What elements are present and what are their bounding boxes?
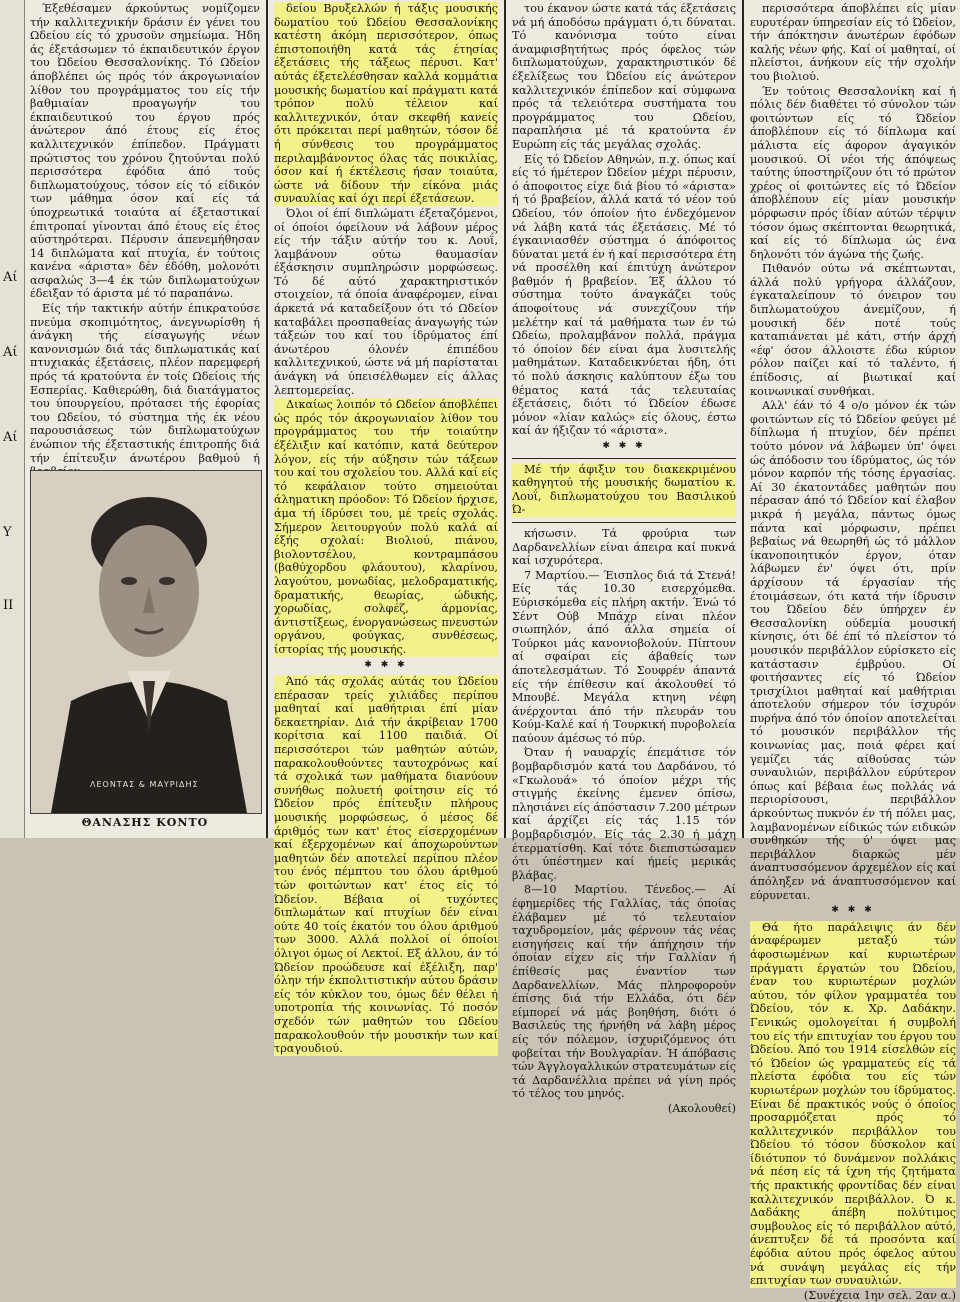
article-column-2: [270, 0, 502, 1056]
paragraph: Είς τήν τακτικήν αύτήν έπικρατούσε πνεύμα σκοπιμότητος, άνεγνωρίσθη ή άνάγκη τής είσαγωγής νέων κανονισμών διά τάς διπλωματικάς καί πτυχιακάς έξετάσεις, πλέον παρεμφερή πρός τά κρατούντα έν τοίς Ωδείοις τής Εσπερίας. Καθιερώθη, διά διατάγματος του ύπουργείου, πρότασει τής έφορίας του Ωδείου, τό σύστημα τής έκ νέου παρουσιάσεως τών διπλωματούχων ένώπιον τής έξεταστικής έπιτροπής διά τήν έπίτευξιν άνωτέρου βαθμού ή: [30, 302, 260, 465]
highlighted-paragraph: Μέ τήν άφιξιν του διακεκριμένου καθηγητού τής μουσικής δωματίου κ. Λουΐ, διπλωματούχου του Βασιλικού Ώ-: [512, 462, 736, 517]
left-margin-strip: [0, 0, 25, 838]
paragraph: Αλλ' έάν τό 4 ο/ο μόνον έκ τών φοιτώντων είς τό Ώδείον φεύγει μέ δίπλωμα ή πτυχίον, δέν πρέπει τούτο μόνον νά λάβωμεν ύπ' όψει ώς άπόδοσιν του ίδρύματος, ώς τόν μόνον καρπόν τής τόσης έργασίας. Αί 30 έκατοντάδες μαθητών που πέρασαν άπό τό Ώδείον καί έλαβον μικρά ή μεγάλα, πάντως όμως πάντα καί μόρφωσιν, πρέπει βεβαίως νά θεωρηθή ώς τό μάλλον ίκανοποιητικόν έργον, όταν λάβωμεν έν' όψει ότι, πρίν άρχίσουν τά έργασίαν τής έτοιμάσεων, ότι κατά τήν ίδρυσιν του Ώδείου δέν ύπήρχεν έν Θεσσαλονίκη ούδεμία μουσική κίνησις, ότι δέ έπί τό πλείστον τό μουσικόν περιβάλλον εύρίσκετο είς κατάστασιν έμβρύου. Οί φοιτήσαντες είς τό Ώδείον τρισχίλιοι μαθηταί καί μαθήτριαι άποτελούν σήμερον τόν ίσχυρόν πυρήνα άπό τόν όποίον αποτελείται τό μουσικόν περιβάλλον τής κοινωνίας μας, ποιά φέρει καί γεμίζει τάς αίθούσας τών συναυλιών, περιβάλλον εύρύτερον όπως καί βέβαια έως πολλάς νά περιορίσουσι, περιβάλλον άρκούντως πυκνόν έν τή πόλει μας, λαμβανομένων είδικώς τών ειδικών συνθηκών τής ύ' όψει μας περιβάλλον διαρκώς μέν άναπτυσσόμενον άρχεμέλον είς καί άπόληξεν νά άναπτυσσόμενον καί εύρυνεται.: [750, 399, 956, 902]
photo-caption: ΘΑΝΑΣΗΣ ΚΟΝΤΟ: [81, 816, 209, 829]
paragraph: Όταν ή ναυαρχίς έπεμάτισε τόν βομβαρδισμόν κατά του Δαρδάνου, τό «Γκωλουά» τό όποίον μέχρι τής στιγμής έκείνης έμενεν όπίσω, πλησιάνει είς άπόστασιν 7.200 μέτρων καί άρχίζει είς τάς 1.15 τόν βομβαρδισμόν. Είς τάς 2.30 ή μάχη έτερματίσθη. Καί τότε διεπιστώσαμεν ότι ύπέστημεν καί ήμείς μερικάς βλάβας.: [512, 746, 737, 882]
paragraph: περισσότερα άποβλέπει είς μίαν ευρυτέραν ύπηρεσίαν είς τό Ώδείον, τήν άπόκτησιν άνωτέρων έφόδων καλής νέων φής. Καί οί μαθηταί, οί πλείστοι, άνήκουν είς τήν σχολήν του βιολιού.: [750, 2, 956, 83]
margin-fragment: ΙΙ: [3, 598, 14, 613]
article-column-1: [26, 0, 264, 470]
paragraph: Έν τούτοις Θεσσαλονίκη καί ή πόλις δέν διαθέτει τό σύνολον τών φοιτώντων είς τό Ώδείον άποβλέπουν είς τό δίπλωμα καί μάλιστα είς άφορον άγαγικόν μουσικού. Οί νέοι τής άπόψεως ταύτης ύποστηρίζουν ότι τό πρώτον χρέος οί φοιτώντες είς τό Ώδείον άποβλέπουν είς μίαν μουσικήν μόρφωσιν πρός ίδίαν αύτών τέρψιν τόσον όμως σκέπτονται θεωρητικά, καί είς τό δίπλωμα ώς ένα δηλονότι τόν άγώνα τής ζωής.: [750, 84, 956, 261]
article-column-3: [508, 0, 740, 1115]
continuation-note: (Συνέχεια 1ην σελ. 2αν α.): [803, 1288, 956, 1302]
section-divider: ✱ ✱ ✱: [602, 441, 646, 451]
paragraph: Έξεθέσαμεν άρκούντως νομίζομεν τήν καλλιτεχνικήν δράσιν έν γένει του Ωδείου είς τό χρυσοϋν σημείωμα. Ήδη άς έξετάσωμεν τό έκπαιδευτικόν έργον του Ώδείου Θεσσαλονίκης. Τό Ωδείον άποβλέπει ώς πρός τόν άκρογωνιαίον λίθον του προγράμματος του είς τήν βαθμιαίαν προαγωγήν του έκπαιδευτικού του έργου πρός άνώτερον άπό έτους είς έτος καλλιτεχνικόν έπίπεδον. Πράγματι πρώτιστος του χρόνου ζητούνται πολύ περισσότερα έφόδια άπό τούς διπλωματούχους, τόσον είς τό είδικόν των μάθημα όσον καί είς τά ύποχρεωτικά τοιαύτα αί έξεταστικαί έπιτροπαί γίνονται άπό έτους είς έτος αύστηρότεραι. Πέρυσιν άπενεμήθησαν 14 διπλώματα καί πτυχία, έν τούτοις κανένα «άριστα» δέν έδόθη, μολονότι ασφαλώς 3—4 έκ τών διπλωματούχων έδειξαν τό άριστα μέ τό παραπάνω.: [30, 2, 260, 301]
paragraph: 7 Μαρτίου.— Έισπλος διά τά Στενά! Είς τάς 10.30 εισερχόμεθα. Εύρισκόμεθα είς πλήρη ακτήν. Ένώ τό Σέντ Ούβ Μπάχρ είναι πλέον σιωπηλόν, άπό άλλα σημεία οί Τούρκοι μάς κανονιοβολούν. Πίπτουν αί σφαίραι είς άβαθείς των άποτελεσμάτων. Τό Σουφρέν άπαντά είς τήν έπίθεσιν καί άκολουθεί τό Μπουβέ. Μεγάλα κτηνη νέφη άνέρχονται άπό τήν πλευράν του Κούμ-Καλέ καί ή Τουρκική πυροβολεία παύουν άμέσως τό πύρ.: [512, 568, 736, 745]
highlighted-paragraph: Άπό τάς σχολάς αύτάς του Ώδείου επέρασαν τρείς χιλιάδες περίπου μαθηταί καί μαθήτριαι έπί μίαν δεκαετηρίαν. Διά τήν άκρίβειαν 1700 κορίτσια καί 1100 παιδιά. Οί περισσότεροι τών μαθητών αύτών, παρακολουθούντες ταυτοχρόνως καί τά σχολικά των μαθήματα διανύουν συνήθως πολυετή φοίτησιν είς τό Ώδείον πρός έπίτευξιν πλήρους μουσικής μορφώσεως, ό μέσος δέ άριθμός των κατ' έτος είσερχομένων καί έξερχομένων καί άποχωρούντων μαθητών δέν αποτελεί περίπου πλέον του ένός πέμπτου του όλου άριθμού τών φοιτώντων κατ' έτος είς τό Ώδείον. Βέβαια οί τυχόντες διπλωμάτων καί πτυχίων δέν είναι ούτε 40 τοίς έκατόν του όλου άριθμού των 3000. Αλλά πολλοί οί όποίοι όλιγοι όμως οί Λεκτοί. Εξ άλλου, άν τό Ώδείον προώδευσε καί έξέλιξη, παρ' όλην τήν έκπολιτιστικήν αύτου δράσιν είς τόν κύκλον του, όμως δέν θέλει ή υποτροπία τής κοινωνίας. Τό ποσόν σχεδόν τών μαθητών του Ωδείου παρακολουθούν τήν μουσικήν των καί τραγουδιού.: [274, 675, 498, 1056]
paragraph: Πιθανόν ούτω νά σκέπτωνται, άλλά πολύ γρήγορα άλλάζουν, έγκαταλείπουν τό όνειρον του διπλωματούχου άνεμίζουν, ή μουσική δέν ποτέ τούς καταπιάνεται μέ κάτι, στήν άρχή «έφ' όσον άλλοιστε έδω κύριον ρόλον παίζει καί τό ταλέντο, ή έπίδοσις, αί βιωτικαί καί κοινωνικαί συνθήκαι.: [750, 262, 956, 398]
margin-fragment: Αί: [3, 430, 18, 445]
column-rule: [504, 0, 506, 838]
paragraph: κήσωσιν. Τά φρούρια των Δαρδανελλίων είναι άπειρα καί πυκνά καί ισχυρότερα.: [512, 526, 736, 568]
paragraph: Είς τό Ώδείον Αθηνών, π.χ. όπως καί είς τό ήμέτερον Ώδείον μέχρι πέρυσιν, ό άποφοιτος είχε διά βίου τό «άριστα» ή τό βραβείον, άλλά κατά τό νέον τού Ωδείου, τόν όποίον ήτο ένδεχόμενον νά λάβη κατά τάς έξετάσεις. Μέ τό έγκαινιασθέν σύστημα ό άπόφοιτος δύναται μετά έν ή καί περισσότερα έτη νά προσέλθη καί έπιτύχη άνώτερον βαθμόν ή βραβείον. Έξ άλλου τό σύστημα τούτο άναγκάζει τούς άποφοίτους νά συνεχίζουν τήν μελέτην καί τά μαθήματα των έν τώ Ωδείω, προλαμβάνον πολλά, πράγμα τό όποίον δέν είναι άμα λυσιτελής μαθημάτων. Καταδεικνύεται ήδη, ότι τό πολύ άσκησις καλύπτουν έξω του θέματος κατά τάς τελευταίας έξετάσεις, διότι τό Ώδείον έδωσε μόνον «λίαν καλώς» είς όλους, έστω καί άν ήξιζαν τό «άριστα».: [512, 152, 736, 438]
paragraph: Όλοι οί έπί διπλώματι έξεταζόμενοι, οί όποίοι όφείλουν νά λάβουν μέρος είς τήν τάξιν αύτήν του κ. Λουΐ, λαμβάνουν ούτω θαυμασίαν έξάσκησιν συμπληρώσιν μορφώσεως. Τό δέ αύτό χαρακτηριστικόν στοιχείον, τά όποία άναφέρομεν, είναι άρκετά νά καταδείξουν ότι τό Ωδείον καταβάλει προσπαθείας άναγωγής τών τάξεών του καί του ίδρύματος έπί άνωτέρου όλονέν έπιπέδου καλλιτεχνικού, ώστε νά μή παρίσταται άνάγκη νά ύπεισέλθωμεν είς άλλας λεπτομερείας.: [274, 206, 498, 397]
highlighted-paragraph: Θά ήτο παράλειψις άν δέν άναφέρωμεν μεταξύ τών άφοσιωμένων καί κυριωτέρων πράγματι έργατών του Ώδείου, έναν του κυριωτέρων μοχλών αύτου, τόν φίλον γραμματέα του Ώδείου, τόν κ. Χρ. Δαδάκην. Γενικώς ομολογείται ή συμβολή του είς τήν επιτυχίαν του έργου του Ώδείου. Άπό του 1914 είσελθών είς τό Ώδείον ώς γραμματεύς είς τά πλείστα έφόδια του είς τών κυριωτέρων μοχλών του ίδρύματος. Είναι δέ πρακτικός νούς ό όποίος προσαρμόζεται πρός τό καλλιτεχνικόν περιβάλλον του Ώδείου τό τόσον δύσκολον καί ίδιότυπον τό δυνάμενον πολλάκις νά πέση είς τά ίχνη τής ζητήματα τής πρακτικής φροντίδας δέν είναι καλλιτεχνικόν περιβάλλον. Ό κ. Δαδάκης άπέβη πολύτιμος συμβουλος είς τό περιβάλλον αύτό, άνεπτυξεν δέ τά προσόντα καί έφόδια αύτου πρός όφελος αύτου νά συνάψη μεγάλας είς τήν επιτυχίαν των συναυλιών.: [750, 920, 956, 1288]
portrait-photo: [30, 470, 262, 814]
section-divider: ✱ ✱ ✱: [831, 905, 875, 916]
margin-fragment: Αί: [3, 345, 18, 360]
margin-fragment: Αί: [3, 270, 18, 285]
paragraph: 8—10 Μαρτίου. Τένεδος.— Αί έφημερίδες τής Γαλλίας, τάς όποίας έλάβαμεν μέ τό τελευταίον ταχυδρομείον, μάς φέρνουν τάς νέας εισηγήσεις καί τήν άπήχησιν τήν όποίαν είχεν είς τήν Γαλλίαν ή έπίθεσίς μας έναντίον των Δαρδανελλίων. Μάς πληροφορούν έπίσης διά τήν Ελλάδα, ότι δέν είμπορεί νά μάς βοηθήση, διότι ό Βασιλεύς της ήρνήθη νά λάβη μέρος είς τόν πόλεμον, ίσχυριζόμενος ότι φοβείται τήν Βουλγαρίαν. Ή άπόβασις τών Άγγλογαλλικών στρατευμάτων είς τά Δαρδανέλλια πρέπει νά γίνη πρός τό τέλος του μηνός.: [512, 883, 736, 1101]
column-rule: [742, 0, 744, 838]
section-divider: ✱ ✱ ✱: [364, 659, 408, 670]
highlighted-paragraph: Δικαίως λοιπόν τό Ωδείον άποβλέπει ώς πρός τόν άκρογωνιαίον λίθον του προγράμματος του τήν τοιαύτην έξέλιξιν καί κατόπιν, κατά δεύτερον λόγον, είς τήν αύξησιν τών τάξεων του καί του σχολείου του. Αλλά καί είς τό κεφάλαιον τούτο σημειούται άληματικη πρόοδον: Τό Ώδείον ήρχισε, άμα τή ίδρύσει του, μέ τρείς σχολάς. Σήμερον λειτουργούν πολύ καλά αί έξής σχολαί: Βιολιού, πιάνου, βιολοντσέλου, κοντραμπάσου (βαθύχορδου φλάουτου), κλαρίνου, λαγούτου, μονωδίας, μελοδραματικής, δραματικής, θεωρίας, ώδικής, χορωδίας, σολφέζ, άρμονίας, άντιστίξεως, ένοργανώσεως πνευστών οργάνου, φούγκας, συνθέσεως, ίστορίας τής μουσικής.: [274, 398, 498, 656]
paragraph: του έκανον ώστε κατά τάς έξετάσεις νά μή άποδόσω πράγματι ό,τι δύναται. Τό κανόνισμα τούτο είναι άναμφισβητήτως πρός όφελος τών διπλωματούχων, χαρακτηριστικόν δέ έξελίξεως του Ώδείου είς άνώτερον καλλιτεχνικόν έπίπεδον καί σύμφωνα πρός τά τελειότερα συστήματα του προγράμματος του Ωδείου, παραπλήσια μέ τά κρατούντα έν Ευρώπη είς τάς μεγάλας σχολάς.: [512, 2, 736, 151]
portrait-image: [31, 471, 261, 813]
article-column-4: [746, 0, 960, 1302]
boxed-note: [512, 458, 736, 523]
column-rule: [266, 0, 268, 838]
photo-credit: ΛΕΟΝΤΑΣ & ΜΑΥΡΙΔΗΣ: [90, 780, 199, 789]
signature: (Ακολουθεί): [667, 1101, 736, 1115]
margin-fragment: Υ: [3, 525, 12, 540]
highlighted-paragraph: δείου Βρυξελλών ή τάξις μουσικής δωματίου τού Ώδείου Θεσσαλονίκης κατέστη άκόμη περισσότερον, όπως έπιστοποιήθη κατά τάς έτησίας έξετάσεις τής τάξεως πέρυσι. Κατ' αύτάς έξετελέσθησαν καλλά κομμάτια μουσικής δωματίου καί πράγματι κατά τρόπον πολύ τέλειον καί καλλιτεχνικόν, όταν σκεφθή κανείς ότι πρόκειται περί μαθητών, τόσον δέ ή σύνθεσις του προγράμματος περιλαμβάνοντος όλας τάς ποικιλίας, όσον καί ή έκτέλεσις ήσαν τοιαύτα, ώστε νά δίδουν τήν είκόνα μιάς συναυλίας καί όχι περί έξετάσεων.: [274, 2, 498, 206]
